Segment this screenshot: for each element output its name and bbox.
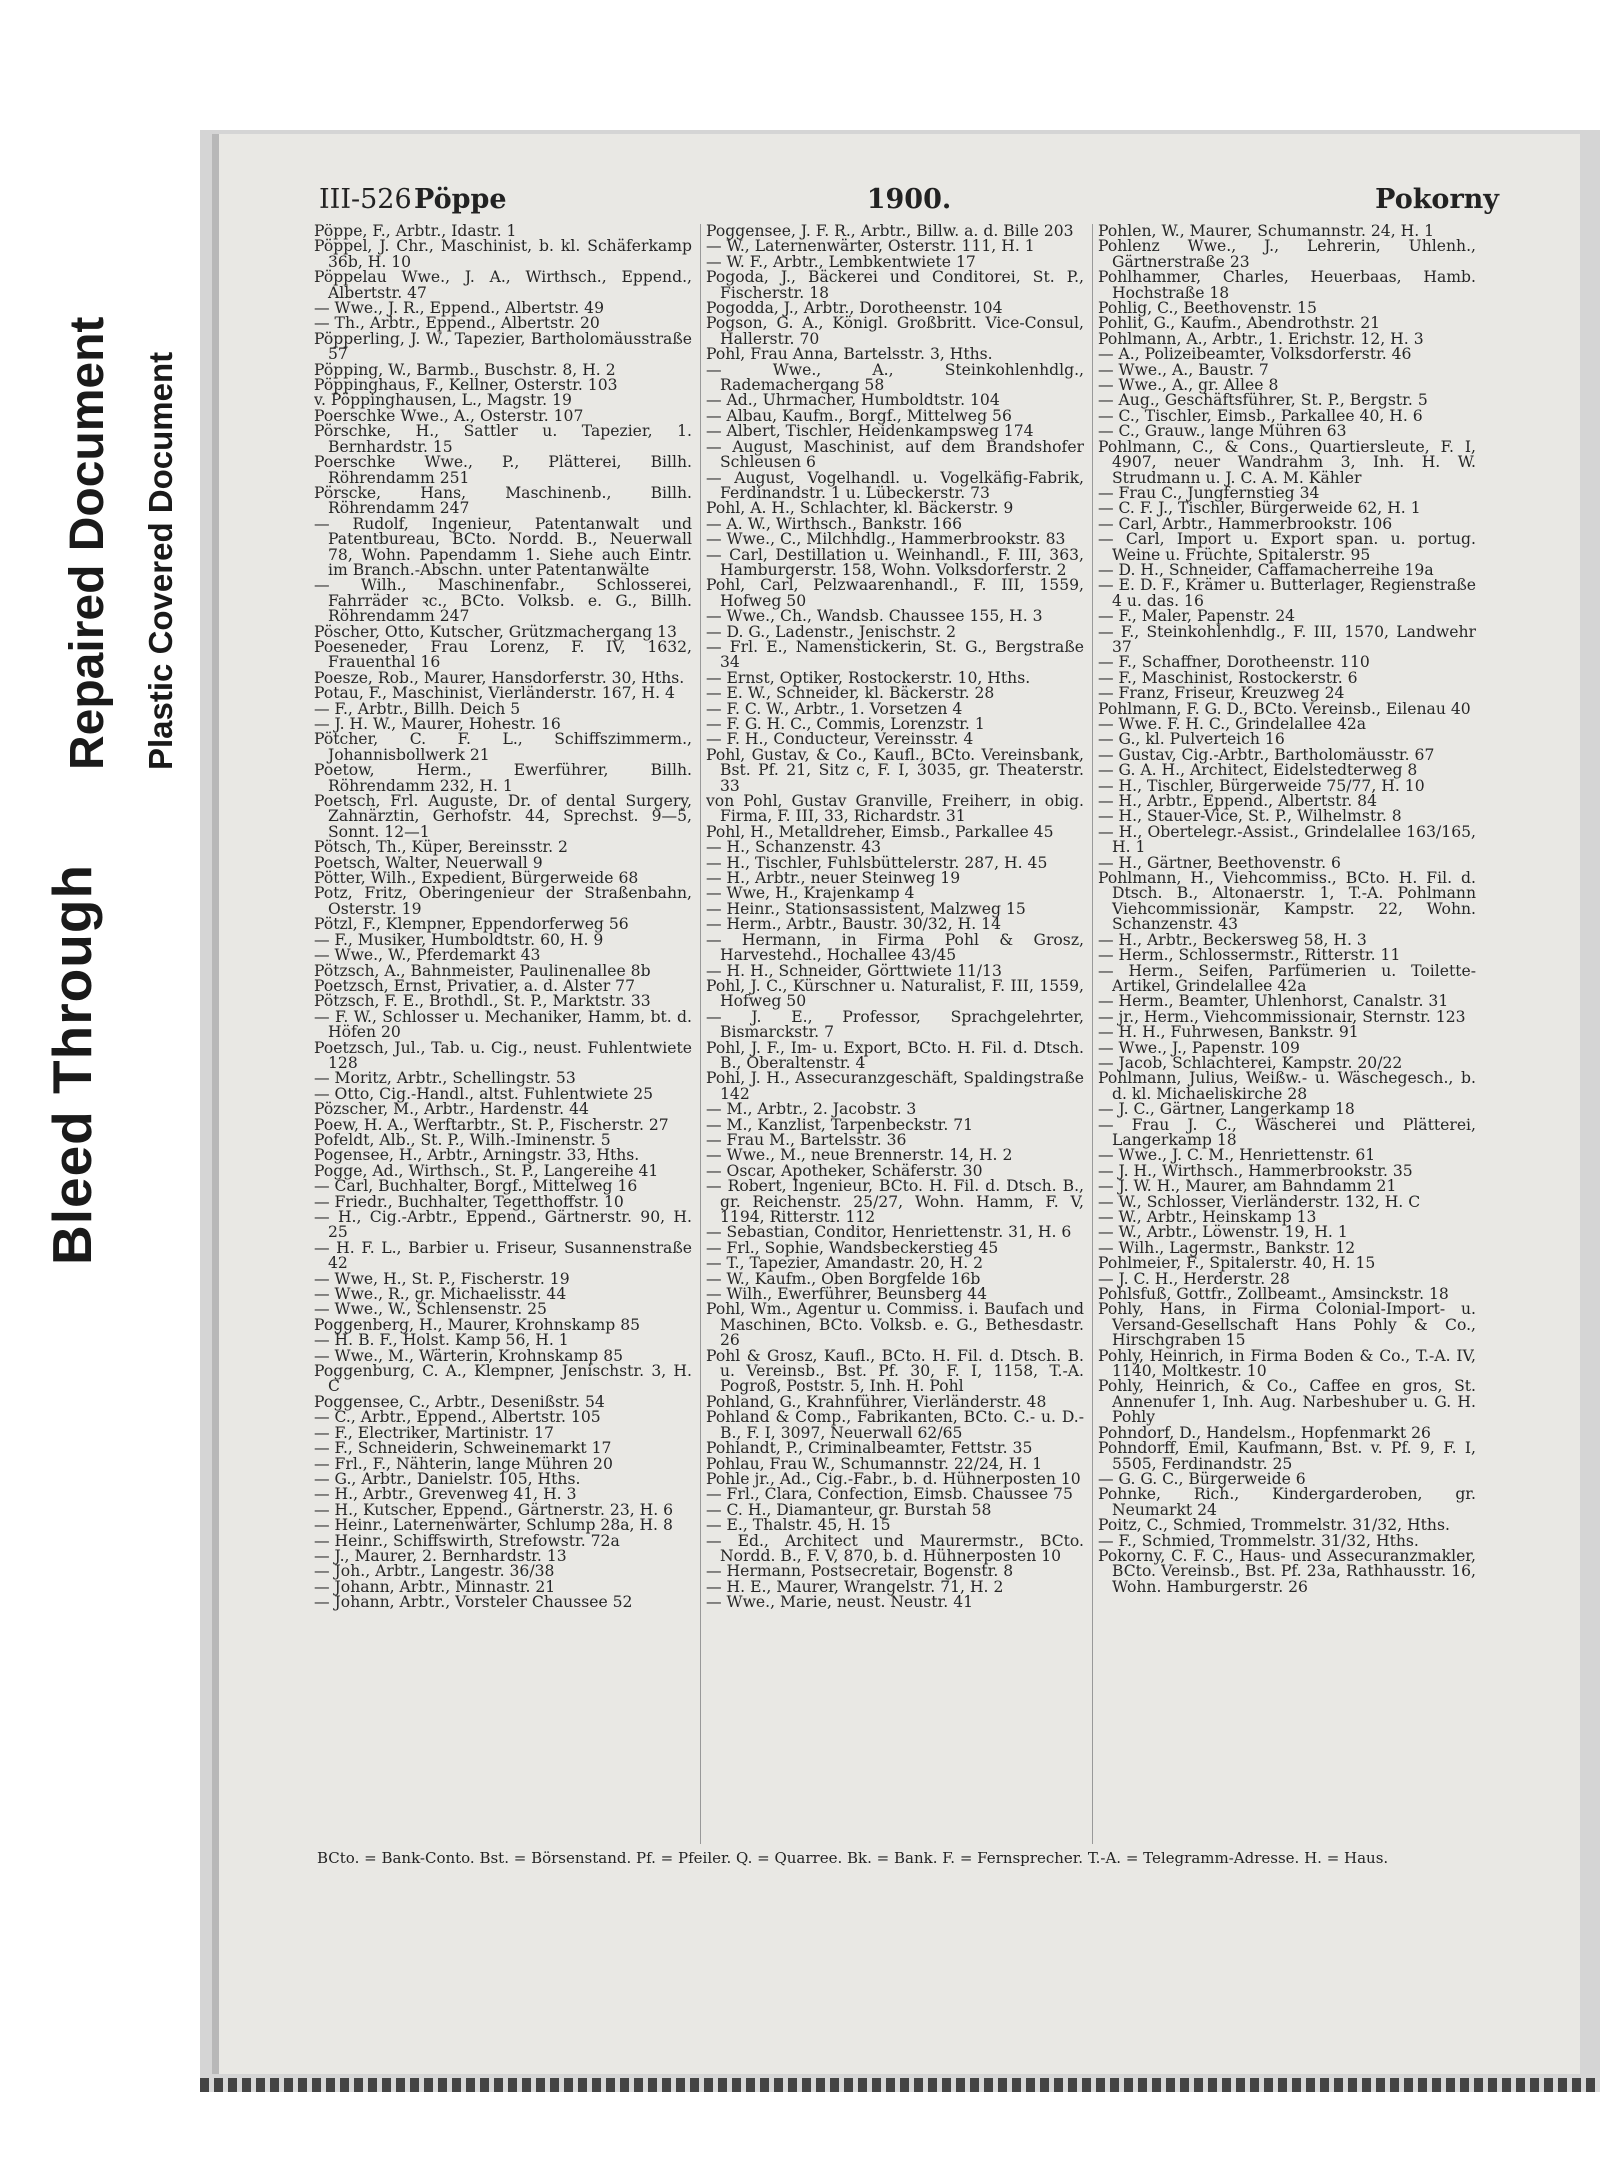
directory-entry: — Hermann, in Firma Pohl & Grosz, Harvestehd., Hochallee 43/45 xyxy=(706,930,1084,965)
directory-entry: — H., Arbtr., neuer Steinweg 19 xyxy=(706,869,961,888)
directory-entry: — J., Maurer, 2. Bernhardstr. 13 xyxy=(314,1546,567,1565)
directory-entry: — F., Schaffner, Dorotheenstr. 110 xyxy=(1098,653,1370,672)
directory-entry: Poesze, Rob., Maurer, Hansdorferstr. 30, Hths. xyxy=(314,668,685,687)
directory-entry: — Frl., Sophie, Wandsbeckerstieg 45 xyxy=(706,1238,999,1257)
directory-entry: — August, Vogelhandl. u. Vogelkäfig-Fabrik, Ferdinandstr. 1 u. Lübeckerstr. 73 xyxy=(706,468,1084,502)
directory-entry: — Wwe., A., gr. Allee 8 xyxy=(1098,376,1279,395)
abbreviation-legend: BCto. = Bank-Conto. Bst. = Börsenstand. Pf. = Pfeiler. Q. = Quarree. Bk. = Bank. F. = Fernsprecher. T.-A. = Telegramm-Adresse. H. = Haus. xyxy=(317,1849,1389,1867)
directory-entry: Pogodda, J., Arbtr., Dorotheenstr. 104 xyxy=(706,299,1003,318)
directory-entry: — H. H., Schneider, Görttwiete 11/13 xyxy=(706,961,1002,980)
archive-stamps xyxy=(0,0,200,2177)
directory-entry: — Carl, Import u. Export span. u. portug. Weine u. Früchte, Spitalerstr. 95 xyxy=(1098,530,1476,564)
directory-entry: Pohly, Hans, in Firma Colonial-Import- u. Versand-Gesellschaft Hans Pohly & Co., Hirschgraben 15 xyxy=(1098,1300,1476,1350)
directory-entry: Pohlmann, C., & Cons., Quartiersleute, F. I, 4907, neuer Wandrahm 3, Inh. H. W. Strudmann u. J. C. A. M. Kähler xyxy=(1098,437,1476,487)
directory-entry: — M., Arbtr., 2. Jacobstr. 3 xyxy=(706,1100,917,1119)
directory-entry: — Wwe., J., Papenstr. 109 xyxy=(1098,1038,1300,1057)
directory-entry: — Friedr., Buchhalter, Tegetthoffstr. 10 xyxy=(314,1192,624,1211)
directory-entry: — Frl. E., Namenstickerin, St. G., Bergstraße 34 xyxy=(706,637,1084,672)
directory-entry: Pohle jr., Ad., Cig.-Fabr., b. d. Hühnerposten 10 xyxy=(706,1469,1081,1488)
directory-entry: — Wwe, H., St. P., Fischerstr. 19 xyxy=(314,1269,570,1288)
directory-entry: — F. G. H. C., Commis, Lorenzstr. 1 xyxy=(706,715,985,733)
directory-entry: Pohlmann, A., Arbtr., 1. Erichstr. 12, H. 3 xyxy=(1098,329,1424,348)
directory-entry: Pohlig, C., Beethovenstr. 15 xyxy=(1098,299,1317,318)
directory-entry: Pörschke, H., Sattler u. Tapezier, 1. Bernhardstr. 15 xyxy=(314,422,692,456)
last-name-heading: Pokorny xyxy=(1375,184,1499,215)
stamp-bleed-through: Bleed Through xyxy=(41,863,103,1265)
directory-entry: — G., Arbtr., Danielstr. 105, Hths. xyxy=(314,1469,581,1488)
directory-entry: Poggensee, J. F. R., Arbtr., Billw. a. d. Bille 203 xyxy=(706,224,1074,240)
directory-entry: v. Pöppinghausen, L., Magstr. 19 xyxy=(314,391,572,410)
directory-entry: Pohl & Grosz, Kaufl., BCto. H. Fil. d. Dtsch. B. u. Vereinsb., Bst. Pf. 30, F. I, 1158, T.-A. Pogroß, Poststr. 5, Inh. H. Pohl xyxy=(706,1346,1084,1396)
directory-entry: — E. W., Schneider, kl. Bäckerstr. 28 xyxy=(706,684,995,703)
directory-entry: — Carl, Buchhalter, Borgf., Mittelweg 16 xyxy=(314,1177,638,1196)
directory-entry: Poetzsch, Ernst, Privatier, a. d. Alster 77 xyxy=(314,976,635,995)
directory-entry: — F. H., Conducteur, Vereinsstr. 4 xyxy=(706,730,974,749)
directory-entry: — G. A. H., Architect, Eidelstedterweg 8 xyxy=(1098,761,1418,780)
directory-entry: — Rudolf, Ingenieur, Patentanwalt und Patentbureau, BCto. Nordd. B., Neuerwall 78, Wohn. Papendamm 1. Siehe auch Eintr. im Branch.-Abschn. unter Patentanwälte xyxy=(314,514,692,579)
directory-entry: Pohl, J. F., Im- u. Export, BCto. H. Fil. d. Dtsch. B., Oberaltenstr. 4 xyxy=(706,1038,1084,1072)
directory-entry: — F., Schneiderin, Schweinemarkt 17 xyxy=(314,1439,612,1458)
directory-entry: Poetow, Herm., Ewerführer, Billh. Röhrendamm 232, H. 1 xyxy=(314,761,692,795)
directory-entry: Potz, Fritz, Oberingenieur der Straßenbahn, Osterstr. 19 xyxy=(314,884,692,918)
directory-entry: Pohl, A. H., Schlachter, kl. Bäckerstr. 9 xyxy=(706,499,1014,518)
directory-entry: Pohlmann, F. G. D., BCto. Vereinsb., Eilenau 40 xyxy=(1098,699,1471,718)
directory-entry: — F. C. W., Arbtr., 1. Vorsetzen 4 xyxy=(706,699,963,718)
directory-entry: Pötzsch, A., Bahnmeister, Paulinenallee 8b xyxy=(314,961,651,980)
directory-entry: Pohl, J. H., Assecuranzgeschäft, Spaldingstraße 142 xyxy=(706,1069,1084,1103)
page-label: III-526 xyxy=(319,184,412,215)
directory-entry: — J. W. H., Maurer, am Bahndamm 21 xyxy=(1098,1177,1397,1196)
directory-entry: Pogoda, J., Bäckerei und Conditorei, St. P., Fischerstr. 18 xyxy=(706,268,1084,302)
column-3 xyxy=(1098,224,1476,1849)
directory-entry: Pohlmeier, F., Spitalerstr. 40, H. 15 xyxy=(1098,1254,1376,1273)
directory-entry: Poetsch, Walter, Neuerwall 9 xyxy=(314,853,543,872)
directory-entry: Pohlmann, Julius, Weißw.- u. Wäschegesch., b. d. kl. Michaeliskirche 28 xyxy=(1098,1069,1476,1103)
directory-entry: — J. H. W., Maurer, Hohestr. 16 xyxy=(314,715,561,733)
directory-entry: Pohndorff, Emil, Kaufmann, Bst. v. Pf. 9, F. I, 5505, Ferdinandstr. 25 xyxy=(1098,1439,1476,1473)
directory-entry: — C. F. J., Tischler, Bürgerweide 62, H. 1 xyxy=(1098,499,1421,518)
directory-entry: Pogensee, H., Arbtr., Arningstr. 33, Hths. xyxy=(314,1146,640,1165)
directory-entry: von Pohl, Gustav Granville, Freiherr, in obig. Firma, F. III, 33, Richardstr. 31 xyxy=(706,792,1084,826)
directory-entry: — C. H., Diamanteur, gr. Burstah 58 xyxy=(706,1500,992,1519)
directory-entry: — Herm., Schlossermstr., Ritterstr. 11 xyxy=(1098,946,1401,965)
first-name-heading: Pöppe xyxy=(414,184,507,215)
directory-entry: — F. W., Schlosser u. Mechaniker, Hamm, bt. d. Höfen 20 xyxy=(314,1007,692,1042)
directory-entry: Pohlmann, H., Viehcommiss., BCto. H. Fil. d. Dtsch. B., Altonaerstr. 1, T.-A. Pohlmann Viehcommissionär, Kampstr. 22, Wohn. Schanzenstr. 43 xyxy=(1098,869,1476,934)
directory-entry: Pözscher, M., Arbtr., Hardenstr. 44 xyxy=(314,1100,589,1119)
directory-entry: — August, Maschinist, auf dem Brandshofer Schleusen 6 xyxy=(706,437,1084,472)
directory-entry: — W., Kaufm., Oben Borgfelde 16b xyxy=(706,1269,981,1288)
directory-entry: Pohland & Comp., Fabrikanten, BCto. C.- u. D.-B., F. I, 3097, Neuerwall 62/65 xyxy=(706,1408,1084,1442)
directory-entry: Pötter, Wilh., Expedient, Bürgerweide 68 xyxy=(314,869,639,888)
directory-entry: — H., Schanzenstr. 43 xyxy=(706,838,882,857)
directory-entry: — Ed., Architect und Maurermstr., BCto. Nordd. B., F. V, 870, b. d. Hühnerposten 10 xyxy=(706,1531,1084,1565)
directory-entry: — Herm., Beamter, Uhlenhorst, Canalstr. 31 xyxy=(1098,992,1449,1011)
directory-entry: Pohlen, W., Maurer, Schumannstr. 24, H. 1 xyxy=(1098,224,1435,240)
year-heading: 1900. xyxy=(866,184,952,215)
directory-entry: — Heinr., Stationsassistent, Malzweg 15 xyxy=(706,899,1026,918)
directory-entry: — Wwe., C., Milchhdlg., Hammerbrookstr. 83 xyxy=(706,530,1066,549)
directory-entry: — Albau, Kaufm., Borgf., Mittelweg 56 xyxy=(706,406,1012,425)
directory-entry: Poggensee, C., Arbtr., Desenißstr. 54 xyxy=(314,1392,605,1411)
directory-entry: — D. G., Ladenstr., Jenischstr. 2 xyxy=(706,622,957,641)
directory-entry: — H. E., Maurer, Wrangelstr. 71, H. 2 xyxy=(706,1577,1004,1596)
directory-entry: — Carl, Arbtr., Hammerbrookstr. 106 xyxy=(1098,514,1393,533)
directory-entry: Pohlsfuß, Gottfr., Zollbeamt., Amsinckstr. 18 xyxy=(1098,1285,1449,1304)
directory-entry: Poetzsch, Jul., Tab. u. Cig., neust. Fuhlentwiete 128 xyxy=(314,1038,692,1072)
directory-entry: — Oscar, Apotheker, Schäferstr. 30 xyxy=(706,1161,983,1180)
directory-entry: — Wwe., Marie, neust. Neustr. 41 xyxy=(706,1593,974,1612)
directory-entry: — J. E., Professor, Sprachgelehrter, Bismarckstr. 7 xyxy=(706,1007,1084,1042)
directory-entry: — H., Obertelegr.-Assist., Grindelallee 163/165, H. 1 xyxy=(1098,822,1476,857)
directory-entry: — Otto, Cig.-Handl., altst. Fuhlentwiete 25 xyxy=(314,1084,654,1103)
directory-entry: — Jacob, Schlachterei, Kampstr. 20/22 xyxy=(1098,1053,1403,1072)
directory-entry: Pohlit, G., Kaufm., Abendrothstr. 21 xyxy=(1098,314,1381,333)
directory-entry: — H., Tischler, Bürgerweide 75/77, H. 10 xyxy=(1098,776,1425,795)
directory-entry: — H. H., Fuhrwesen, Bankstr. 91 xyxy=(1098,1023,1359,1042)
directory-entry: — Wilh., Lagermstr., Bankstr. 12 xyxy=(1098,1238,1356,1257)
directory-entry: — A., Polizeibeamter, Volksdorferstr. 46 xyxy=(1098,345,1412,364)
directory-entry: — W., Arbtr., Heinskamp 13 xyxy=(1098,1208,1317,1226)
directory-entry: — D. H., Schneider, Caffamacherreihe 19a xyxy=(1098,560,1434,579)
directory-entry: — Frau J. C., Wäscherei und Plätterei, Langerkamp 18 xyxy=(1098,1115,1476,1149)
directory-entry: — Frl., Clara, Confection, Eimsb. Chaussee 75 xyxy=(706,1485,1073,1504)
directory-entry: — Franz, Friseur, Kreuzweg 24 xyxy=(1098,684,1345,703)
directory-entry: Pötzsch, F. E., Brothdl., St. P., Marktstr. 33 xyxy=(314,992,651,1011)
directory-entry: — Th., Arbtr., Eppend., Albertstr. 20 xyxy=(314,314,600,333)
directory-entry: Pohl, Frau Anna, Bartelsstr. 3, Hths. xyxy=(706,345,993,364)
directory-entry: — E., Thalstr. 45, H. 15 xyxy=(706,1516,891,1535)
directory-entry: — H., Arbtr., Grevenweg 41, H. 3 xyxy=(314,1485,577,1504)
directory-entry: Poew, H. A., Werftarbtr., St. P., Fischerstr. 27 xyxy=(314,1115,669,1134)
directory-entry: Pohnke, Rich., Kindergarderoben, gr. Neumarkt 24 xyxy=(1098,1485,1476,1519)
directory-entry: Pofeldt, Alb., St. P., Wilh.-Iminenstr. 5 xyxy=(314,1130,611,1149)
directory-entry: — H., Stauer-Vice, St. P., Wilhelmstr. 8 xyxy=(1098,807,1402,826)
directory-entry: — Frau C., Jungfernstieg 34 xyxy=(1098,483,1320,502)
directory-entry: — Moritz, Arbtr., Schellingstr. 53 xyxy=(314,1069,576,1088)
directory-entry: — Wwe., R., gr. Michaelisstr. 44 xyxy=(314,1285,567,1304)
directory-entry: — Frl., F., Nähterin, lange Mühren 20 xyxy=(314,1454,613,1473)
directory-entry: — M., Kanzlist, Tarpenbeckstr. 71 xyxy=(706,1115,974,1134)
directory-entry: — H., Tischler, Fuhlsbüttelerstr. 287, H. 45 xyxy=(706,853,1048,872)
directory-entry: — Herm., Seifen, Parfümerien u. Toilette-Artikel, Grindelallee 42a xyxy=(1098,961,1476,995)
directory-entry: Potau, F., Maschinist, Vierländerstr. 167, H. 4 xyxy=(314,684,675,703)
directory-entry: Pohlenz Wwe., J., Lehrerin, Uhlenh., Gärtnerstraße 23 xyxy=(1098,237,1476,271)
directory-entry: — Aug., Geschäftsführer, St. P., Bergstr. 5 xyxy=(1098,391,1428,410)
directory-entry: — Wwe., J. R., Eppend., Albertstr. 49 xyxy=(314,299,605,318)
directory-entry: — Wwe., W., Schlensenstr. 25 xyxy=(314,1300,547,1319)
directory-entry: Pogson, G. A., Königl. Großbritt. Vice-Consul, Hallerstr. 70 xyxy=(706,314,1084,348)
directory-entry: — H., Kutscher, Eppend., Gärtnerstr. 23, H. 6 xyxy=(314,1500,674,1519)
directory-entry: — Heinr., Laternenwärter, Schlump 28a, H. 8 xyxy=(314,1516,673,1535)
directory-entry: — Wwe., W., Pferdemarkt 43 xyxy=(314,946,541,965)
directory-entry: Pötcher, C. F. L., Schiffszimmerm., Johannisbollwerk 21 xyxy=(314,730,692,764)
directory-entry: — T., Tapezier, Amandastr. 20, H. 2 xyxy=(706,1254,984,1273)
directory-entry: — H., Arbtr., Eppend., Albertstr. 84 xyxy=(1098,792,1378,811)
directory-entry: — Wwe, H., Krajenkamp 4 xyxy=(706,884,915,903)
directory-entry: — Albert, Tischler, Heidenkampsweg 174 xyxy=(706,422,1034,441)
scan-bottom-strip xyxy=(200,2078,1600,2092)
directory-entry: — W., Schlosser, Vierländerstr. 132, H. C xyxy=(1098,1192,1421,1211)
directory-entry: Pöpping, W., Barmb., Buschstr. 8, H. 2 xyxy=(314,360,616,379)
directory-entry: Pohl, Carl, Pelzwaarenhandl., F. III, 1559, Hofweg 50 xyxy=(706,576,1084,610)
directory-entry: — J. C., Gärtner, Langerkamp 18 xyxy=(1098,1100,1355,1119)
directory-entry: — Johann, Arbtr., Vorsteler Chaussee 52 xyxy=(314,1593,633,1612)
directory-entry: Poerschke Wwe., A., Osterstr. 107 xyxy=(314,406,584,425)
directory-entry: — H. B. F., Holst. Kamp 56, H. 1 xyxy=(314,1331,569,1350)
directory-entry: — Johann, Arbtr., Minnastr. 21 xyxy=(314,1577,556,1596)
directory-entry: — Wwe., A., Baustr. 7 xyxy=(1098,360,1269,379)
directory-entry: — Wwe., A., Steinkohlenhdlg., Rademachergang 58 xyxy=(706,360,1084,395)
directory-entry: — F., Steinkohlenhdlg., F. III, 1570, Landwehr 37 xyxy=(1098,622,1476,656)
directory-entry: — Wwe., J. C. M., Henriettenstr. 61 xyxy=(1098,1146,1376,1165)
directory-entry: Pohl, J. C., Kürschner u. Naturalist, F. III, 1559, Hofweg 50 xyxy=(706,976,1084,1011)
directory-entry: — F., Musiker, Humboldtstr. 60, H. 9 xyxy=(314,930,604,949)
directory-entry: — F., Arbtr., Billh. Deich 5 xyxy=(314,699,521,718)
directory-entry: Pohlhammer, Charles, Heuerbaas, Hamb. Hochstraße 18 xyxy=(1098,268,1476,302)
directory-entry: — F., Electriker, Martinistr. 17 xyxy=(314,1423,554,1442)
stamp-repaired-document: Repaired Document xyxy=(61,316,114,770)
directory-entry: Pötzl, F., Klempner, Eppendorferweg 56 xyxy=(314,915,629,934)
directory-entry: — G. G. C., Bürgerweide 6 xyxy=(1098,1469,1306,1488)
stamp-plastic-covered: Plastic Covered Document xyxy=(142,351,179,770)
directory-entry: — Ad., Uhrmacher, Humboldtstr. 104 xyxy=(706,391,1000,410)
directory-entry: — Hermann, Postsecretair, Bogenstr. 8 xyxy=(706,1562,1014,1581)
directory-entry: — H., Cig.-Arbtr., Eppend., Gärtnerstr. 90, H. 25 xyxy=(314,1208,692,1242)
directory-entry: — Heinr., Schiffswirth, Strefowstr. 72a xyxy=(314,1531,620,1550)
directory-entry: — Carl, Destillation u. Weinhandl., F. III, 363, Hamburgerstr. 158, Wohn. Volksdorferstr. 2 xyxy=(706,545,1084,579)
directory-entry: Poeseneder, Frau Lorenz, F. IV, 1632, Frauenthal 16 xyxy=(314,637,692,672)
directory-entry: — C., Tischler, Eimsb., Parkallee 40, H. 6 xyxy=(1098,406,1423,425)
directory-entry: — F., Maschinist, Rostockerstr. 6 xyxy=(1098,668,1358,687)
directory-entry: — W., Laternenwärter, Osterstr. 111, H. 1 xyxy=(706,237,1035,256)
directory-entry: Pohland, G., Krahnführer, Vierländerstr. 48 xyxy=(706,1392,1047,1411)
column-1 xyxy=(314,224,692,1849)
directory-entry: Pohl, Wm., Agentur u. Commiss. i. Baufach und Maschinen, BCto. Volksb. e. G., Bethesdastr. 26 xyxy=(706,1300,1084,1350)
directory-entry: — F., Schmied, Trommelstr. 31/32, Hths. xyxy=(1098,1531,1419,1550)
directory-entry: Pöppel, J. Chr., Maschinist, b. kl. Schäferkamp 36b, H. 10 xyxy=(314,237,692,271)
directory-entry: — E. D. F., Krämer u. Butterlager, Regienstraße 4 u. das. 16 xyxy=(1098,576,1476,610)
directory-entry: — J. H., Wirthsch., Hammerbrookstr. 35 xyxy=(1098,1161,1413,1180)
directory-entry: — J. C. H., Herderstr. 28 xyxy=(1098,1269,1290,1288)
directory-entry: Poitz, C., Schmied, Trommelstr. 31/32, Hths. xyxy=(1098,1516,1450,1535)
directory-entry: — Gustav, Cig.-Arbtr., Bartholomäusstr. 67 xyxy=(1098,745,1435,764)
directory-entry: — A. W., Wirthsch., Bankstr. 166 xyxy=(706,514,962,533)
directory-entry: — Wwe., Ch., Wandsb. Chaussee 155, H. 3 xyxy=(706,607,1043,626)
column-2 xyxy=(706,224,1084,1849)
directory-entry: Pötsch, Th., Küper, Bereinsstr. 2 xyxy=(314,838,568,857)
directory-entry: — Joh., Arbtr., Langestr. 36/38 xyxy=(314,1562,555,1581)
directory-entry: Pöppelau Wwe., J. A., Wirthsch., Eppend., Albertstr. 47 xyxy=(314,268,692,302)
directory-entry: Pohlandt, P., Criminalbeamter, Fettstr. 35 xyxy=(706,1439,1033,1458)
directory-entry: Pohl, Gustav, & Co., Kaufl., BCto. Vereinsbank, Bst. Pf. 21, Sitz c, F. I, 3035, gr. Theaterstr. 33 xyxy=(706,745,1084,795)
directory-entry: — Sebastian, Conditor, Henriettenstr. 31, H. 6 xyxy=(706,1223,1072,1242)
directory-entry: — Frau M., Bartelsstr. 36 xyxy=(706,1130,907,1149)
directory-entry: Pöpperling, J. W., Tapezier, Bartholomäusstraße 57 xyxy=(314,329,692,364)
directory-entry: — H. F. L., Barbier u. Friseur, Susannenstraße 42 xyxy=(314,1238,692,1273)
directory-entry: Poetsch, Frl. Auguste, Dr. of dental Surgery, Zahnärztin, Gerhofstr. 44, Sprechst. 9—5, Sonnt. 12—1 xyxy=(314,792,692,841)
directory-entry: — Wilh., Ewerführer, Beunsberg 44 xyxy=(706,1285,988,1304)
directory-entry: — jr., Herm., Viehcommissionair, Sternstr. 123 xyxy=(1098,1007,1466,1026)
directory-entry: — F., Maler, Papenstr. 24 xyxy=(1098,607,1296,626)
directory-entry: Poggenberg, H., Maurer, Krohnskamp 85 xyxy=(314,1315,641,1334)
directory-entry: Pöppinghaus, F., Kellner, Osterstr. 103 xyxy=(314,376,618,395)
directory-entry: — G., kl. Pulverteich 16 xyxy=(1098,730,1285,749)
directory-entry: — Wwe., M., neue Brennerstr. 14, H. 2 xyxy=(706,1146,1013,1165)
directory-entry: — Herm., Arbtr., Baustr. 30/32, H. 14 xyxy=(706,915,1001,934)
directory-entry: Pöppe, F., Arbtr., Idastr. 1 xyxy=(314,224,517,240)
directory-page xyxy=(212,134,1580,2074)
directory-entry: Poerschke Wwe., P., Plätterei, Billh. Röhrendamm 251 xyxy=(314,453,692,487)
directory-entry: — W. F., Arbtr., Lembkentwiete 17 xyxy=(706,252,976,271)
directory-entry: Pohly, Heinrich, in Firma Boden & Co., T.-A. IV, 1140, Moltkestr. 10 xyxy=(1098,1346,1476,1381)
directory-entry: Poggenburg, C. A., Klempner, Jenischstr. 3, H. C xyxy=(314,1362,692,1396)
directory-entry: Pohl, H., Metalldreher, Eimsb., Parkallee 45 xyxy=(706,822,1054,841)
directory-entry: — C., Arbtr., Eppend., Albertstr. 105 xyxy=(314,1408,601,1427)
directory-entry: Pörscke, Hans, Maschinenb., Billh. Röhrendamm 247 xyxy=(314,483,692,518)
directory-entry: — H., Arbtr., Beckersweg 58, H. 3 xyxy=(1098,930,1367,949)
directory-entry: — Ernst, Optiker, Rostockerstr. 10, Hths. xyxy=(706,668,1031,687)
directory-entry: Pohndorf, D., Handelsm., Hopfenmarkt 26 xyxy=(1098,1423,1431,1442)
directory-entry: — Wilh., Maschinenfabr., Schlosserei, Fahrräder ꝛc., BCto. Volksb. e. G., Billh. Röhrendamm 247 xyxy=(314,576,692,626)
directory-entry: Pohlau, Frau W., Schumannstr. 22/24, H. 1 xyxy=(706,1454,1043,1473)
directory-entry: — Wwe. F. H. C., Grindelallee 42a xyxy=(1098,715,1367,733)
directory-entry: — H., Gärtner, Beethovenstr. 6 xyxy=(1098,853,1341,872)
directory-entry: — Wwe., M., Wärterin, Krohnskamp 85 xyxy=(314,1346,624,1365)
directory-entry: — C., Grauw., lange Mühren 63 xyxy=(1098,422,1347,441)
directory-entry: Pöscher, Otto, Kutscher, Grützmachergang 13 xyxy=(314,622,677,641)
directory-entry: — Robert, Ingenieur, BCto. H. Fil. d. Dtsch. B., gr. Reichenstr. 25/27, Wohn. Hamm, F. V, 1194, Ritterstr. 112 xyxy=(706,1177,1084,1226)
directory-entry: Pogge, Ad., Wirthsch., St. P., Langereihe 41 xyxy=(314,1161,659,1180)
directory-entry: Pohly, Heinrich, & Co., Caffee en gros, St. Annenufer 1, Inh. Aug. Narbeshuber u. G. H. Pohly xyxy=(1098,1377,1476,1427)
directory-entry: — W., Arbtr., Löwenstr. 19, H. 1 xyxy=(1098,1223,1348,1242)
directory-columns xyxy=(314,224,1474,1844)
directory-entry: Pokorny, C. F. C., Haus- und Assecuranzmakler, BCto. Vereinsb., Bst. Pf. 23a, Rathhausstr. 16, Wohn. Hamburgerstr. 26 xyxy=(1098,1546,1476,1596)
page-header xyxy=(319,184,1499,224)
